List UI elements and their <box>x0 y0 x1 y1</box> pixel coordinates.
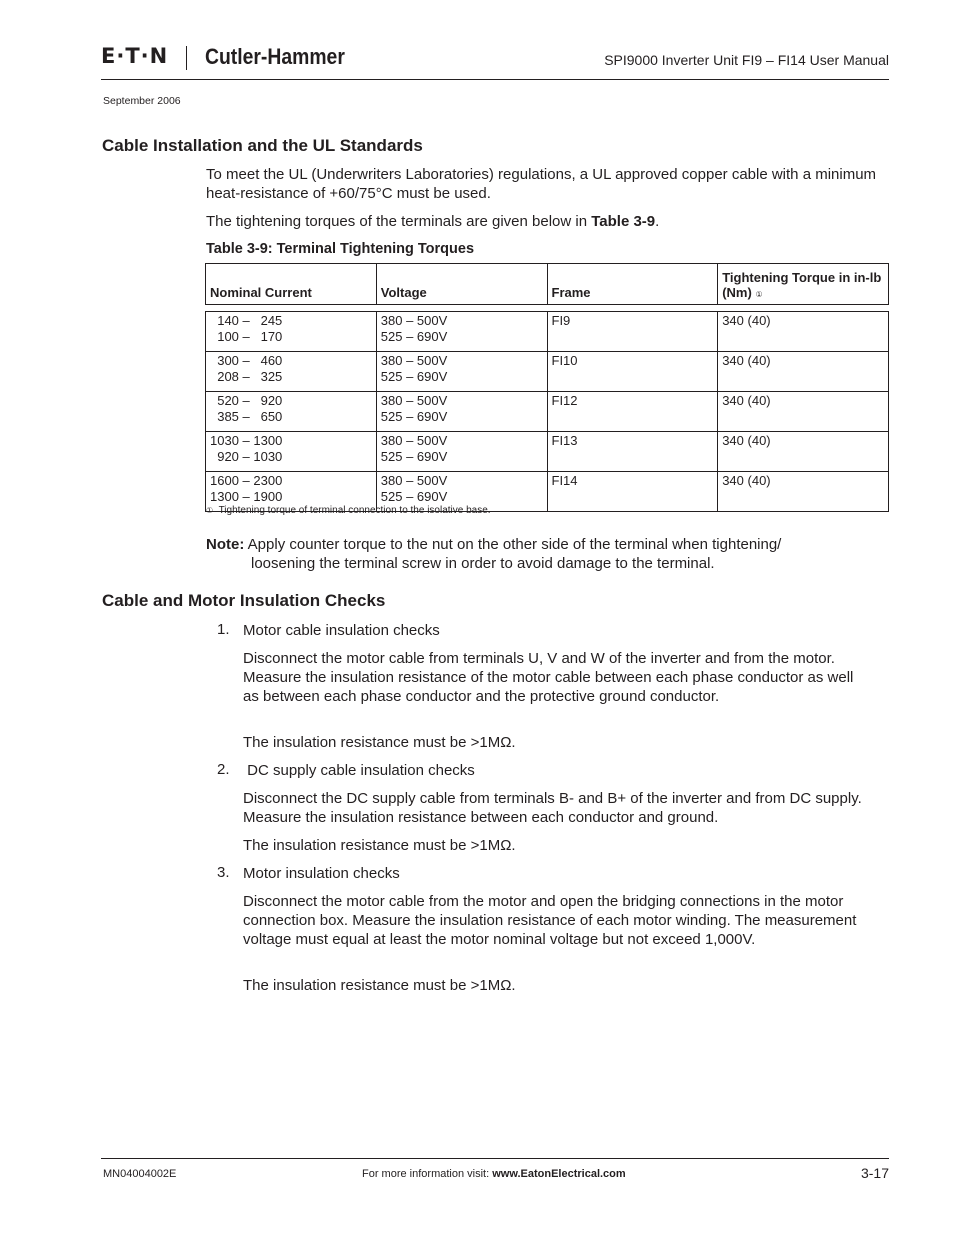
para2-prefix: The tightening torques of the terminals are given below in <box>206 213 592 230</box>
voltage-cell: 380 – 500V 525 – 690V <box>376 392 547 432</box>
table-row <box>206 392 889 432</box>
column-header-voltage: Voltage <box>376 264 547 305</box>
column-header-frame: Frame <box>547 264 718 305</box>
footer-rule <box>101 1158 889 1159</box>
frame-cell: FI9 <box>547 312 718 352</box>
torque-cell: 340 (40) <box>718 472 889 512</box>
list-item-body: Disconnect the motor cable from the motor and open the bridging connections in the motor connection box. Measure the insulation resistance of each motor winding. The measurement voltage must equal at least the motor nominal voltage but not exceed 1,000V. <box>243 893 857 948</box>
note-block <box>206 535 889 554</box>
torque-reference-paragraph <box>206 212 889 231</box>
voltage-cell: 380 – 500V 525 – 690V <box>376 472 547 512</box>
current-cell: 140 – 245 100 – 170 <box>206 312 377 352</box>
document-number: MN04004002E <box>103 1168 177 1180</box>
section-heading-ul-standards: Cable Installation and the UL Standards <box>102 136 423 155</box>
logo-divider <box>186 46 187 70</box>
list-number: 2. <box>217 761 230 778</box>
table-footnote <box>206 505 491 516</box>
torque-header-label: Tightening Torque in in-lb (Nm) <box>722 270 882 300</box>
note-label: Note: <box>206 536 245 553</box>
list-item-title: Motor cable insulation checks <box>243 622 440 639</box>
frame-cell: FI12 <box>547 392 718 432</box>
list-item-body: Disconnect the motor cable from terminals U, V and W of the inverter and from the motor. Measure the insulation resistance of the motor cable between each phase conductor as well as between each phase conductor and the protective ground conductor. <box>243 650 854 705</box>
brand-name: Cutler-Hammer <box>205 44 345 69</box>
torque-cell: 340 (40) <box>718 392 889 432</box>
table-row <box>206 432 889 472</box>
publication-date: September 2006 <box>103 95 181 107</box>
para2-suffix: . <box>655 213 660 230</box>
list-item-title: DC supply cable insulation checks <box>243 762 475 779</box>
footer-info-prefix: For more information visit: <box>362 1168 493 1180</box>
footnote-text: Tightening torque of terminal connection to the isolative base. <box>218 505 491 516</box>
voltage-cell: 380 – 500V 525 – 690V <box>376 352 547 392</box>
footer-info <box>362 1168 626 1180</box>
table-reference-link: Table 3-9 <box>591 213 656 230</box>
footnote-marker: ① <box>755 290 763 299</box>
list-item-requirement: The insulation resistance must be >1MΩ. <box>243 837 516 854</box>
document-title: SPI9000 Inverter Unit FI9 – FI14 User Manual <box>604 52 889 68</box>
ul-paragraph: To meet the UL (Underwriters Laboratories) regulations, a UL approved copper cable with a minimum heat-resistance of +60/75°C must be used. <box>206 166 877 202</box>
table-header-row <box>206 264 889 305</box>
terminal-torque-table <box>205 263 889 512</box>
frame-cell: FI14 <box>547 472 718 512</box>
current-cell: 1030 – 1300 920 – 1030 <box>206 432 377 472</box>
website-link[interactable]: www.EatonElectrical.com <box>492 1168 626 1180</box>
section-heading-insulation-checks: Cable and Motor Insulation Checks <box>102 591 386 610</box>
torque-cell: 340 (40) <box>718 352 889 392</box>
list-number: 1. <box>217 621 230 638</box>
current-cell: 520 – 920 385 – 650 <box>206 392 377 432</box>
list-number: 3. <box>217 864 230 881</box>
list-item-title: Motor insulation checks <box>243 865 400 882</box>
column-header-nominal-current: Nominal Current <box>206 264 377 305</box>
table-row <box>206 312 889 352</box>
page-number: 3-17 <box>860 1165 889 1181</box>
note-line-1: Apply counter torque to the nut on the other side of the terminal when tightening/ <box>247 536 782 553</box>
list-item-body: Disconnect the DC supply cable from terminals B- and B+ of the inverter and from DC supply. Measure the insulation resistance between each conductor and ground. <box>243 790 862 826</box>
frame-cell: FI13 <box>547 432 718 472</box>
table-caption: Table 3-9: Terminal Tightening Torques <box>206 241 475 257</box>
note-line-2: loosening the terminal screw in order to avoid damage to the terminal. <box>251 555 715 572</box>
current-cell: 300 – 460 208 – 325 <box>206 352 377 392</box>
table-row <box>206 352 889 392</box>
torque-cell: 340 (40) <box>718 312 889 352</box>
current-cell: 1600 – 2300 1300 – 1900 <box>206 472 377 512</box>
footnote-marker: ① <box>206 506 214 515</box>
voltage-cell: 380 – 500V 525 – 690V <box>376 312 547 352</box>
list-item-requirement: The insulation resistance must be >1MΩ. <box>243 734 516 751</box>
column-header-torque <box>718 264 889 305</box>
voltage-cell: 380 – 500V 525 – 690V <box>376 432 547 472</box>
eaton-logo: E·T·N <box>101 44 169 68</box>
header-rule <box>101 79 889 80</box>
frame-cell: FI10 <box>547 352 718 392</box>
list-item-requirement: The insulation resistance must be >1MΩ. <box>243 977 516 994</box>
torque-cell: 340 (40) <box>718 432 889 472</box>
